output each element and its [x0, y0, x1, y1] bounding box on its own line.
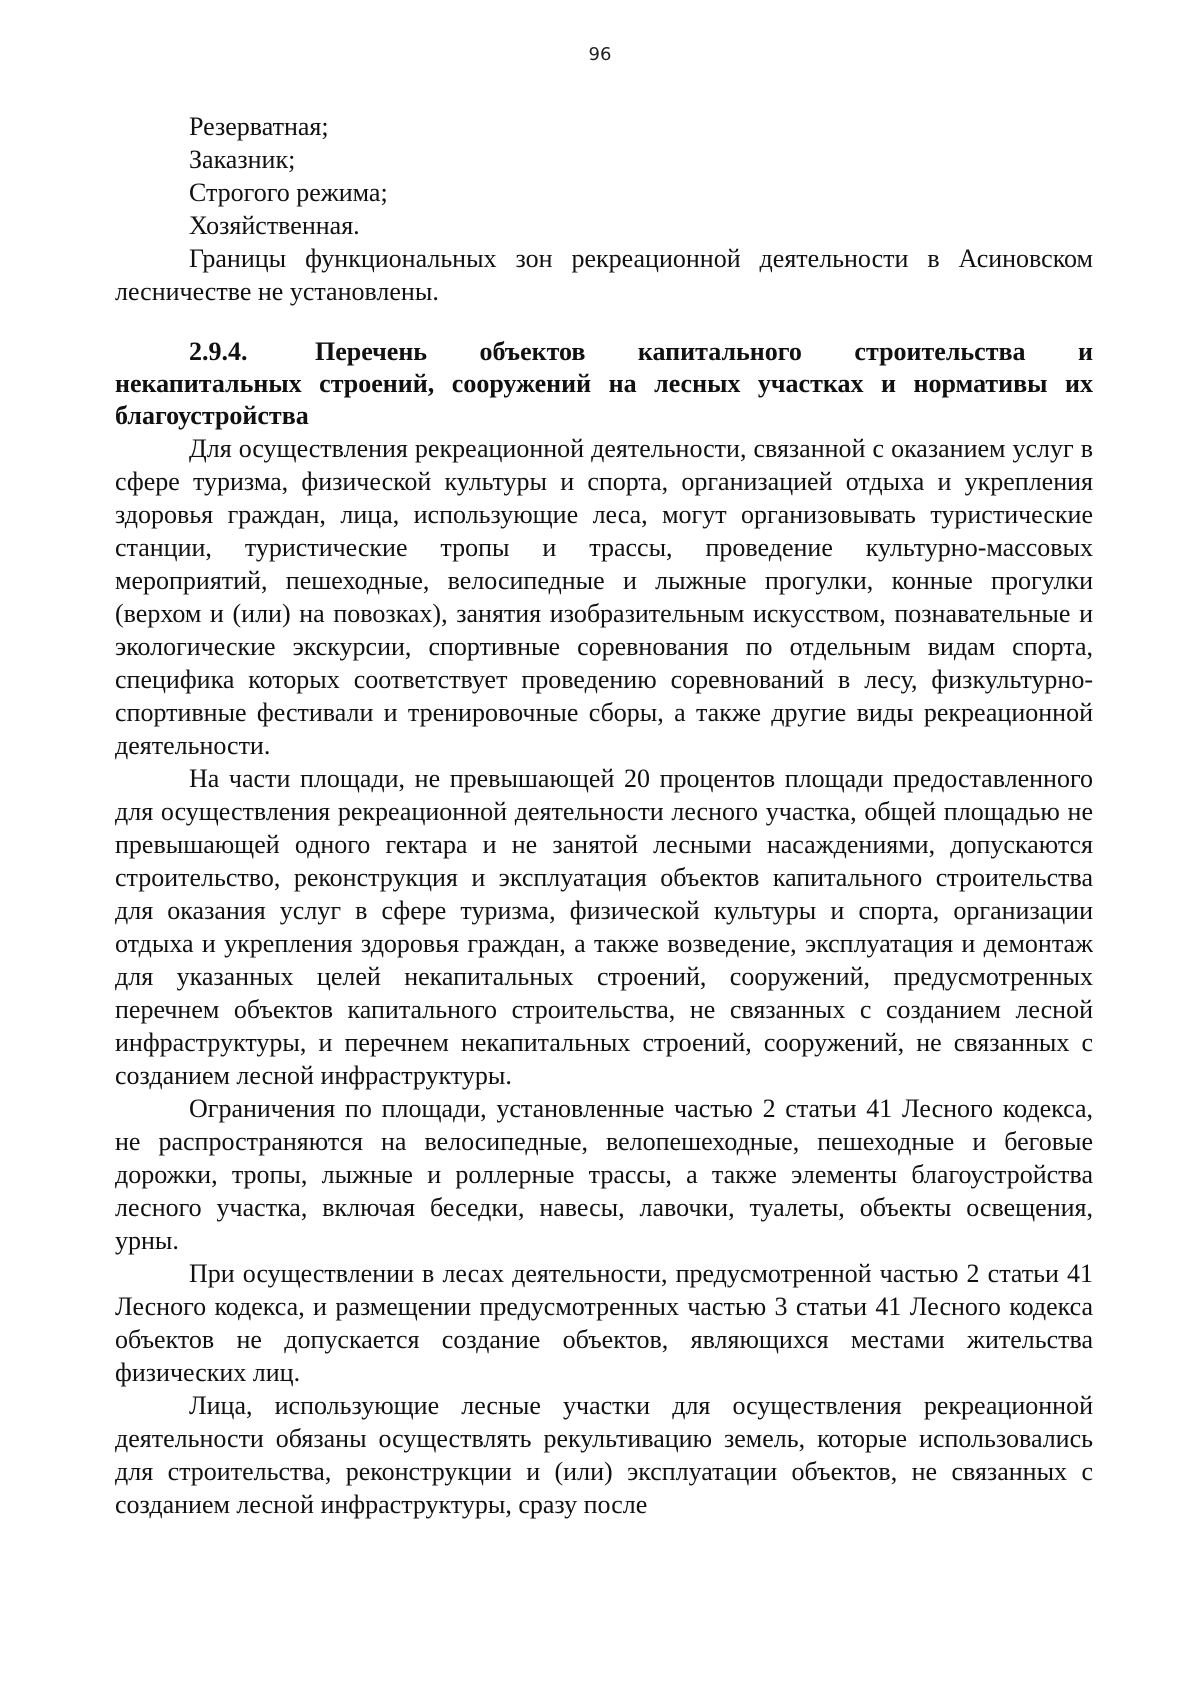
section-number: 2.9.4.: [189, 337, 248, 366]
zones-paragraph: Границы функциональных зон рекреационной деятельности в Асиновском лесничестве не установлены.: [115, 244, 1093, 306]
body-paragraph: На части площади, не превышающей 20 процентов площади предоставленного для осуществления рекреационной деятельности лесного участка, общей площадью не превышающей одного гектара и не занятой лесными насаждениями, допускаются строительство, реконструкция и эксплуатация объектов капитального строительства для оказания услуг в сфере туризма, физической культуры и спорта, организации отдыха и укрепления здоровья граждан, а также возведение, эксплуатация и демонтаж для указанных целей некапитальных строений, сооружений, предусмотренных перечнем объектов капитального строительства, не связанных с созданием лесной инфраструктуры, и перечнем некапитальных строений, сооружений, не связанных с созданием лесной инфраструктуры.: [115, 764, 1093, 1090]
page-content: [115, 110, 1093, 1521]
page-number: 96: [588, 44, 612, 65]
body-paragraph: Лица, использующие лесные участки для осуществления рекреационной деятельности обязаны осуществлять рекультивацию земель, которые использовались для строительства, реконструкции и (или) эксплуатации объектов, не связанных с созданием лесной инфраструктуры, сразу после: [115, 1391, 1093, 1519]
body-paragraph: Для осуществления рекреационной деятельности, связанной с оказанием услуг в сфере туризма, физической культуры и спорта, организацией отдыха и укрепления здоровья граждан, лица, использующие леса, могут организовывать туристические станции, туристические тропы и трассы, проведение культурно-массовых мероприятий, пешеходные, велосипедные и лыжные прогулки, конные прогулки (верхом и (или) на повозках), занятия изобразительным искусством, познавательные и экологические экскурсии, спортивные соревнования по отдельным видам спорта, специфика которых соответствует проведению соревнований в лесу, физкультурно-спортивные фестивали и тренировочные сборы, а также другие виды рекреационной деятельности.: [115, 434, 1093, 760]
zone-list-item: Резерватная;: [189, 112, 329, 141]
section-title: Перечень объектов капитального строительства и некапитальных строений, сооружений на лесных участках и нормативы их благоустройства: [115, 337, 1093, 430]
body-paragraph: Ограничения по площади, установленные частью 2 статьи 41 Лесного кодекса, не распространяются на велосипедные, велопешеходные, пешеходные и беговые дорожки, тропы, лыжные и роллерные трассы, а также элементы благоустройства лесного участка, включая беседки, навесы, лавочки, туалеты, объекты освещения, урны.: [115, 1094, 1093, 1255]
body-paragraph: При осуществлении в лесах деятельности, предусмотренной частью 2 статьи 41 Лесного кодекса, и размещении предусмотренных частью 3 статьи 41 Лесного кодекса объектов не допускается создание объектов, являющихся местами жительства физических лиц.: [115, 1259, 1093, 1387]
section-heading: [115, 336, 1093, 432]
zone-list-item: Строгого режима;: [189, 178, 388, 207]
zone-list-item: Заказник;: [189, 145, 296, 174]
zone-list-item: Хозяйственная.: [189, 211, 360, 240]
